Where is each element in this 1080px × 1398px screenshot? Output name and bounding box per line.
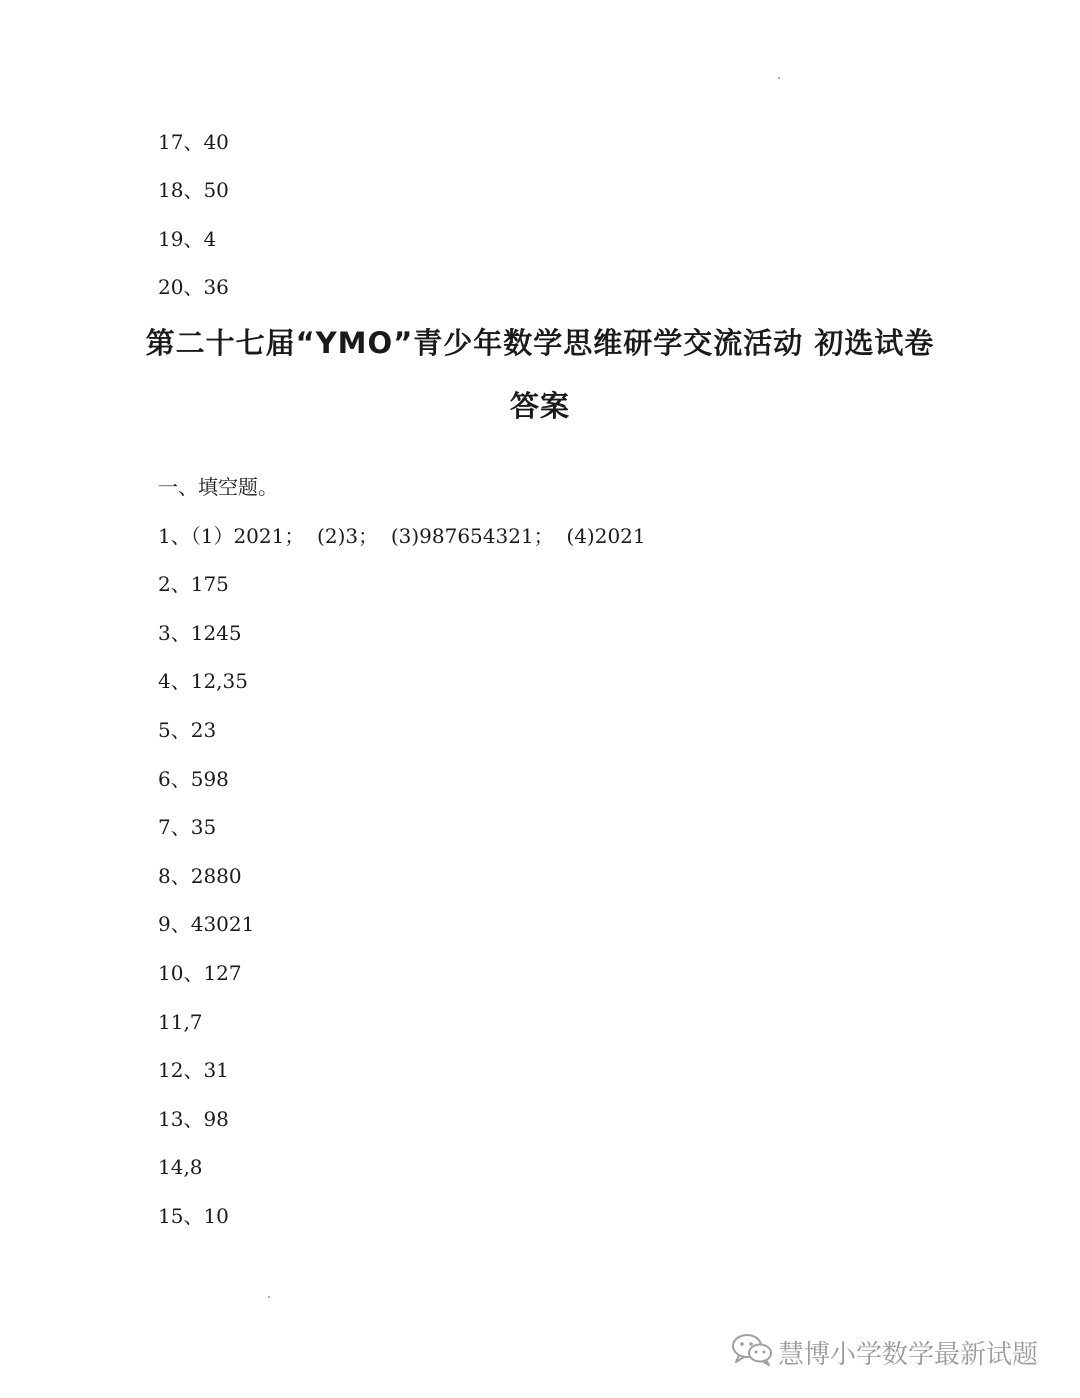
scan-speck <box>778 77 780 79</box>
answer-10: 10、127 <box>158 961 242 985</box>
answer-8: 8、2880 <box>158 864 242 888</box>
answer-17: 17、40 <box>158 130 229 154</box>
answer-19: 19、4 <box>158 227 217 251</box>
answer-13: 13、98 <box>158 1107 229 1131</box>
answer-4: 4、12,35 <box>158 669 248 693</box>
answer-20: 20、36 <box>158 275 229 299</box>
answer-9: 9、43021 <box>158 912 255 936</box>
answer-11: 11,7 <box>158 1010 203 1034</box>
answer-1: 1、（1）2021； (2)3； (3)987654321； (4)2021 <box>158 524 646 548</box>
answer-18: 18、50 <box>158 178 229 202</box>
document-title: 第二十七届“YMO”青少年数学思维研学交流活动 初选试卷 <box>145 326 935 360</box>
answer-15: 15、10 <box>158 1204 229 1228</box>
answer-7: 7、35 <box>158 815 217 839</box>
answer-6: 6、598 <box>158 767 229 791</box>
section-heading: 一、填空题。 <box>158 475 278 499</box>
answer-14: 14,8 <box>158 1155 203 1179</box>
document-subtitle: 答案 <box>509 389 570 423</box>
answer-5: 5、23 <box>158 718 217 742</box>
answer-12: 12、31 <box>158 1058 229 1082</box>
watermark-text: 慧博小学数学最新试题 <box>778 1339 1039 1370</box>
watermark <box>730 1334 1038 1370</box>
wechat-icon <box>730 1331 778 1374</box>
answer-3: 3、1245 <box>158 621 242 645</box>
answer-2: 2、175 <box>158 572 229 596</box>
scan-speck <box>268 1296 270 1298</box>
